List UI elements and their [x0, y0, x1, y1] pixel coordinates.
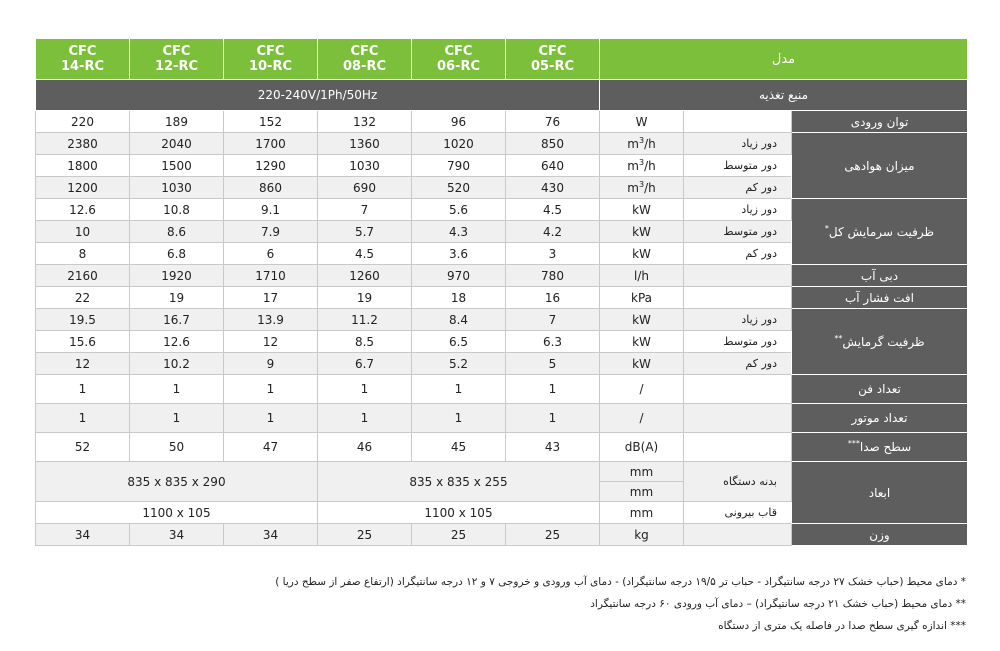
value-cell: 6	[224, 243, 318, 265]
dimension-value: 835 x 835 x 290	[36, 462, 318, 502]
unit-cell: kW	[600, 221, 684, 243]
unit-cell: mm	[600, 482, 684, 502]
row-label	[792, 199, 968, 265]
value-cell: 1	[224, 404, 318, 433]
row-label-text: ظرفیت گرمایش	[842, 334, 925, 349]
unit-cell: W	[600, 111, 684, 133]
unit-cell: kW	[600, 243, 684, 265]
value-cell: 12.6	[36, 199, 130, 221]
blank-cell	[684, 404, 792, 433]
value-cell: 1800	[36, 155, 130, 177]
footnote-mark: **	[834, 333, 843, 343]
speed-label: دور کم	[684, 353, 792, 375]
value-cell: 8	[36, 243, 130, 265]
model-name-line: 06-RC	[436, 59, 481, 74]
value-cell: 12.6	[130, 331, 224, 353]
value-cell: 46	[318, 433, 412, 462]
value-cell: 17	[224, 287, 318, 309]
blank-cell	[684, 433, 792, 462]
model-name-line: CFC	[162, 44, 191, 59]
value-cell: 6.5	[412, 331, 506, 353]
value-cell: 18	[412, 287, 506, 309]
unit-cell: kW	[600, 309, 684, 331]
value-cell: 8.4	[412, 309, 506, 331]
value-cell: 15.6	[36, 331, 130, 353]
row-label-text: توان ورودی	[850, 114, 909, 129]
value-cell: 34	[36, 524, 130, 546]
speed-label: دور زیاد	[684, 309, 792, 331]
row-water-flow	[36, 265, 968, 287]
unit-cell: $m^3/h$	[600, 133, 684, 155]
value-cell: 1	[506, 375, 600, 404]
value-cell: 13.9	[224, 309, 318, 331]
row-motors	[36, 404, 968, 433]
footnote-3: *** اندازه گیری سطح صدا در فاصله یک متری از دستگاه	[718, 620, 966, 632]
row-weight	[36, 524, 968, 546]
model-name	[412, 39, 506, 80]
speed-label: دور متوسط	[684, 155, 792, 177]
value-cell: 25	[412, 524, 506, 546]
value-cell: 50	[130, 433, 224, 462]
unit-cell: kPa	[600, 287, 684, 309]
value-cell: 1030	[318, 155, 412, 177]
row-label	[792, 524, 968, 546]
value-cell: 1360	[318, 133, 412, 155]
row-input-power	[36, 111, 968, 133]
value-cell: 7.9	[224, 221, 318, 243]
value-cell: 4.2	[506, 221, 600, 243]
row-label-text: سطح صدا	[859, 440, 912, 454]
value-cell: 1920	[130, 265, 224, 287]
value-cell: 16	[506, 287, 600, 309]
model-name-line: CFC	[256, 44, 285, 59]
row-heating-high	[36, 309, 968, 331]
value-cell: 152	[224, 111, 318, 133]
value-cell: 25	[318, 524, 412, 546]
value-cell: 5.6	[412, 199, 506, 221]
value-cell: 1	[318, 404, 412, 433]
row-label	[792, 375, 968, 404]
row-label-text: وزن	[869, 527, 890, 542]
blank-cell	[684, 265, 792, 287]
value-cell: 45	[412, 433, 506, 462]
value-cell: 9.1	[224, 199, 318, 221]
row-airflow-high	[36, 133, 968, 155]
value-cell: 5	[506, 353, 600, 375]
row-label-text: ابعاد	[868, 485, 891, 500]
row-label	[792, 265, 968, 287]
unit-cell: $m^3/h$	[600, 177, 684, 199]
value-cell: 1020	[412, 133, 506, 155]
value-cell: 132	[318, 111, 412, 133]
value-cell: 16.7	[130, 309, 224, 331]
value-cell: 520	[412, 177, 506, 199]
row-label	[792, 287, 968, 309]
speed-label: دور متوسط	[684, 331, 792, 353]
row-label-text: تعداد فن	[858, 382, 901, 396]
value-cell: 52	[36, 433, 130, 462]
value-cell: 860	[224, 177, 318, 199]
row-dimensions-body	[36, 462, 968, 482]
value-cell: 780	[506, 265, 600, 287]
unit-cell: kW	[600, 353, 684, 375]
row-pressure-drop	[36, 287, 968, 309]
blank-cell	[684, 375, 792, 404]
footnote-2: ** دمای محیط (حباب خشک ۲۱ درجه سانتیگراد) – دمای آب ورودی ۶۰ درجه سانتیگراد	[590, 598, 966, 610]
model-name-line: CFC	[68, 44, 97, 59]
value-cell: 19.5	[36, 309, 130, 331]
model-name-line: 10-RC	[248, 59, 293, 74]
blank-cell	[684, 111, 792, 133]
value-cell: 10.8	[130, 199, 224, 221]
value-cell: 850	[506, 133, 600, 155]
unit-cell: kW	[600, 199, 684, 221]
power-supply-value: 220-240V/1Ph/50Hz	[36, 80, 600, 111]
unit-cell: mm	[600, 502, 684, 524]
value-cell: 790	[412, 155, 506, 177]
value-cell: 1	[36, 375, 130, 404]
blank-cell	[684, 524, 792, 546]
row-cooling-high	[36, 199, 968, 221]
value-cell: 1	[130, 375, 224, 404]
row-noise	[36, 433, 968, 462]
row-fans	[36, 375, 968, 404]
value-cell: 4.5	[506, 199, 600, 221]
value-cell: 1260	[318, 265, 412, 287]
model-name-line: 08-RC	[342, 59, 387, 74]
value-cell: 1	[506, 404, 600, 433]
model-name	[224, 39, 318, 80]
row-label-text: تعداد موتور	[851, 411, 908, 425]
value-cell: 19	[318, 287, 412, 309]
model-name-line: 12-RC	[154, 59, 199, 74]
value-cell: 19	[130, 287, 224, 309]
value-cell: 2160	[36, 265, 130, 287]
value-cell: 7	[506, 309, 600, 331]
value-cell: 22	[36, 287, 130, 309]
model-header-row	[36, 39, 968, 80]
value-cell: 25	[506, 524, 600, 546]
value-cell: 10.2	[130, 353, 224, 375]
row-label	[792, 309, 968, 375]
model-header-label: مدل	[600, 39, 968, 80]
value-cell: 1030	[130, 177, 224, 199]
value-cell: 10	[36, 221, 130, 243]
unit-cell: kW	[600, 331, 684, 353]
value-cell: 6.7	[318, 353, 412, 375]
model-name	[506, 39, 600, 80]
power-supply-row	[36, 80, 968, 111]
value-cell: 6.8	[130, 243, 224, 265]
value-cell: 1290	[224, 155, 318, 177]
value-cell: 6.3	[506, 331, 600, 353]
unit-cell: kg	[600, 524, 684, 546]
superscript: 3	[638, 135, 645, 145]
unit-cell: dB(A)	[600, 433, 684, 462]
value-cell: 5.7	[318, 221, 412, 243]
model-name-line: 14-RC	[60, 59, 105, 74]
speed-label: دور زیاد	[684, 199, 792, 221]
speed-label: دور کم	[684, 243, 792, 265]
value-cell: 8.5	[318, 331, 412, 353]
dimension-value: 1100 x 105	[318, 502, 600, 524]
unit-cell: /	[600, 404, 684, 433]
value-cell: 7	[318, 199, 412, 221]
unit-cell: l/h	[600, 265, 684, 287]
value-cell: 12	[36, 353, 130, 375]
speed-label: دور زیاد	[684, 133, 792, 155]
dimension-value: 1100 x 105	[36, 502, 318, 524]
superscript: 3	[638, 157, 645, 167]
value-cell: 47	[224, 433, 318, 462]
value-cell: 1500	[130, 155, 224, 177]
blank-cell	[684, 287, 792, 309]
value-cell: 76	[506, 111, 600, 133]
value-cell: 1200	[36, 177, 130, 199]
power-supply-label: منبع تغذیه	[600, 80, 968, 111]
row-label	[792, 462, 968, 524]
superscript: 3	[638, 179, 645, 189]
model-name-line: CFC	[350, 44, 379, 59]
value-cell: 12	[224, 331, 318, 353]
row-label-text: افت فشار آب	[844, 290, 914, 305]
value-cell: 4.5	[318, 243, 412, 265]
value-cell: 9	[224, 353, 318, 375]
value-cell: 2380	[36, 133, 130, 155]
row-label-text: دبی آب	[860, 268, 899, 283]
value-cell: 640	[506, 155, 600, 177]
value-cell: 3	[506, 243, 600, 265]
row-label	[792, 133, 968, 199]
value-cell: 43	[506, 433, 600, 462]
footnotes	[275, 574, 966, 640]
model-name-line: 05-RC	[530, 59, 575, 74]
speed-label: دور متوسط	[684, 221, 792, 243]
value-cell: 2040	[130, 133, 224, 155]
value-cell: 189	[130, 111, 224, 133]
value-cell: 1	[412, 404, 506, 433]
model-name	[318, 39, 412, 80]
spec-table	[35, 38, 968, 546]
value-cell: 1	[318, 375, 412, 404]
model-name-line: CFC	[538, 44, 567, 59]
value-cell: 1	[224, 375, 318, 404]
value-cell: 5.2	[412, 353, 506, 375]
model-name-line: CFC	[444, 44, 473, 59]
row-label	[792, 433, 968, 462]
model-name	[130, 39, 224, 80]
value-cell: 1	[130, 404, 224, 433]
dimension-sub-label: بدنه دستگاه	[684, 462, 792, 502]
value-cell: 11.2	[318, 309, 412, 331]
row-label	[792, 111, 968, 133]
unit-cell: mm	[600, 462, 684, 482]
unit-cell: $m^3/h$	[600, 155, 684, 177]
row-label-text: میزان هوادهی	[844, 158, 915, 173]
value-cell: 4.3	[412, 221, 506, 243]
value-cell: 3.6	[412, 243, 506, 265]
value-cell: 690	[318, 177, 412, 199]
value-cell: 1710	[224, 265, 318, 287]
footnote-mark: ***	[847, 439, 860, 448]
row-label-text: ظرفیت سرمایش کل	[828, 224, 935, 239]
row-label	[792, 404, 968, 433]
value-cell: 1	[412, 375, 506, 404]
value-cell: 970	[412, 265, 506, 287]
value-cell: 96	[412, 111, 506, 133]
value-cell: 430	[506, 177, 600, 199]
footnote-mark: *	[824, 223, 829, 233]
unit-cell: /	[600, 375, 684, 404]
speed-label: دور کم	[684, 177, 792, 199]
value-cell: 8.6	[130, 221, 224, 243]
value-cell: 220	[36, 111, 130, 133]
dimension-value: 835 x 835 x 255	[318, 462, 600, 502]
value-cell: 1	[36, 404, 130, 433]
dimension-sub-label: قاب بیرونی	[684, 502, 792, 524]
value-cell: 34	[224, 524, 318, 546]
footnote-1: * دمای محیط (حباب خشک ۲۷ درجه سانتیگراد - حباب تر ۱۹/۵ درجه سانتیگراد) - دمای آب ورودی و خروجی ۷ و ۱۲ درجه سانتیگراد (ارتفاع صفر از سطح دریا )	[275, 576, 966, 588]
value-cell: 34	[130, 524, 224, 546]
model-name	[36, 39, 130, 80]
value-cell: 1700	[224, 133, 318, 155]
